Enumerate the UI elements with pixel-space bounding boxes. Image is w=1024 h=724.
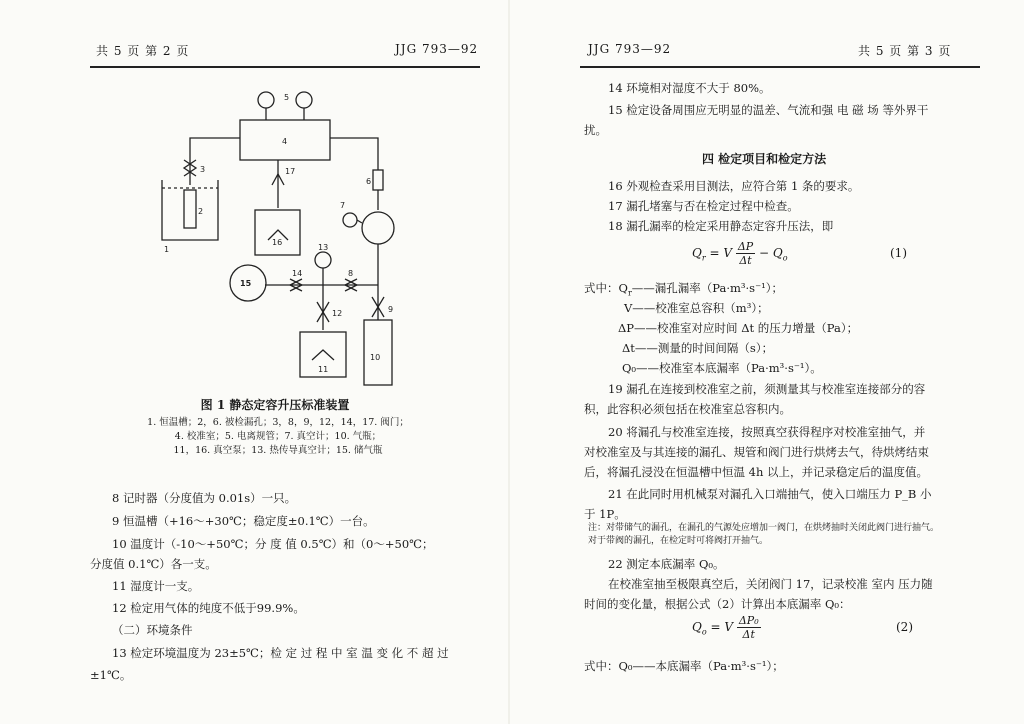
label-10: 10 [370, 353, 381, 362]
item-18: 18 漏孔漏率的检定采用静态定容升压法，即 [608, 219, 834, 233]
where-dt: Δt——测量的时间间隔（s）； [622, 341, 774, 355]
where-1 [584, 280, 783, 301]
eq2-lhs: Q [692, 620, 702, 634]
label-5: 5 [284, 93, 290, 102]
item-22: 22 测定本底漏率 Q₀。 [608, 557, 725, 571]
label-11: 11 [318, 365, 329, 374]
header-rule [90, 66, 480, 68]
figure-title: 图 1 静态定容升压标准装置 [200, 398, 350, 412]
eq1-lhs: Q [692, 246, 702, 260]
label-2: 2 [198, 207, 204, 216]
item-20-cont-2: 后，将漏孔浸没在恒温槽中恒温 4h 以上，并记录稳定后的温度值。 [584, 465, 929, 479]
label-4: 4 [282, 137, 288, 146]
figure-legend-line-1: 1. 恒温槽；2，6. 被检漏孔；3，8，9，12，14，17. 阀门； [147, 417, 409, 428]
header-rule [580, 66, 980, 68]
where-1-rest: ——漏孔漏率（Pa·m³·s⁻¹）； [631, 281, 783, 295]
equation-2 [692, 614, 761, 641]
note-line-1: 注：对带储气的漏孔，在漏孔的气源处应增加一阀门，在烘烤抽时关闭此阀门进行抽气。 [588, 523, 940, 533]
item-16: 16 外观检查采用目测法，应符合第 1 条的要求。 [608, 179, 860, 193]
label-3: 3 [200, 165, 206, 174]
label-7-gauge: 7 [340, 201, 346, 210]
eq2-denominator: Δt [742, 628, 755, 641]
item-15: 15 检定设备周围应无明显的温差、气流和强 电 磁 场 等外界干 [608, 103, 929, 117]
item-10-cont: 分度值 0.1℃）各一支。 [90, 557, 217, 571]
page-counter: 共 5 页 第 2 页 [96, 44, 190, 58]
eq2-numerator: ΔP₀ [738, 614, 759, 627]
right-page [512, 0, 1024, 724]
item-13: 13 检定环境温度为 23±5℃；检 定 过 程 中 室 温 变 化 不 超 过 [112, 646, 449, 660]
eq1-tail: − Q [759, 246, 783, 260]
item-13-cont: ±1℃。 [90, 668, 132, 682]
standard-number: JJG 793—92 [588, 42, 672, 56]
label-13: 13 [318, 243, 329, 252]
item-12: 12 检定用气体的纯度不低于99.9%。 [112, 601, 305, 615]
label-15: 15 [240, 279, 252, 288]
item-21: 21 在此同时用机械泵对漏孔入口端抽气，使入口端压力 P_B 小 [608, 487, 932, 501]
item-11: 11 湿度计一支。 [112, 579, 200, 593]
item-10: 10 温度计（-10～+50℃；分 度 值 0.5℃）和（0～+50℃； [112, 537, 434, 551]
figure-legend-line-3: 11，16. 真空泵；13. 热传导真空计；15. 储气瓶 [173, 445, 383, 456]
label-9: 9 [388, 305, 394, 314]
label-16: 16 [272, 238, 283, 247]
section-title: 四 检定项目和检定方法 [702, 152, 827, 166]
item-15-cont: 扰。 [584, 123, 607, 137]
label-6: 6 [366, 177, 372, 186]
eq1-numerator: ΔP [737, 240, 754, 253]
eq2-lhs-sub: o [701, 627, 707, 637]
eq1-mid: = V [705, 246, 733, 260]
label-17: 17 [285, 167, 296, 176]
equation-1-number: (1) [890, 246, 907, 260]
item-17: 17 漏孔堵塞与否在检定过程中检查。 [608, 199, 799, 213]
eq2-mid: = V [706, 620, 734, 634]
where-v: V——校准室总容积（m³）； [624, 301, 769, 315]
label-1: 1 [164, 245, 170, 254]
item-20-cont-1: 对校准室及与其连接的漏孔、規管和阀门进行烘烤去气，待烘烤结束 [584, 445, 929, 459]
equation-2-number: (2) [896, 620, 913, 634]
item-9: 9 恒温槽（+16～+30℃；稳定度±0.1℃）一台。 [112, 514, 375, 528]
where-dp: ΔP——校准室对应时间 Δt 的压力增量（Pa）； [618, 321, 859, 335]
eq1-lhs-sub: r [701, 253, 706, 263]
item-19: 19 漏孔在连接到校准室之前，须测量其与校准室连接部分的容 [608, 382, 926, 396]
where-1-sub: r [627, 288, 632, 298]
label-12: 12 [332, 309, 343, 318]
label-14: 14 [292, 269, 303, 278]
note-line-2: 对于带阀的漏孔，在检定时可将阀打开抽气。 [588, 536, 769, 546]
item-20: 20 将漏孔与校准室连接，按照真空获得程序对校准室抽气，并 [608, 425, 926, 439]
page-gutter [508, 0, 510, 724]
apparatus-diagram [140, 80, 410, 400]
where-q0: Q₀——校准室本底漏率（Pa·m³·s⁻¹）。 [622, 361, 822, 375]
standard-number: JJG 793—92 [395, 42, 479, 56]
equation-1 [692, 240, 788, 267]
item-14: 14 环境相对湿度不大于 80%。 [608, 81, 771, 95]
subsection-environment: （二）环境条件 [112, 623, 193, 637]
item-21-cont: 于 1P。 [584, 507, 626, 521]
eq1-tail-sub: o [782, 253, 788, 263]
item-22-body: 在校准室抽至极限真空后，关闭阀门 17，记录校准 室内 压力随 [608, 577, 933, 591]
item-22-body-cont: 时间的变化量，根据公式（2）计算出本底漏率 Q₀： [584, 597, 851, 611]
where-2: 式中：Q₀——本底漏率（Pa·m³·s⁻¹）； [584, 659, 784, 673]
page-counter: 共 5 页 第 3 页 [858, 44, 952, 58]
item-19-cont: 积，此容积必须包括在校准室总容积内。 [584, 402, 791, 416]
item-8: 8 记时器（分度值为 0.01s）一只。 [112, 491, 297, 505]
figure-legend-line-2: 4. 校准室；5. 电离规管；7. 真空计；10. 气瓶； [174, 431, 382, 442]
eq1-denominator: Δt [739, 254, 752, 267]
where-1-label: 式中：Q [584, 281, 628, 295]
label-8: 8 [348, 269, 354, 278]
